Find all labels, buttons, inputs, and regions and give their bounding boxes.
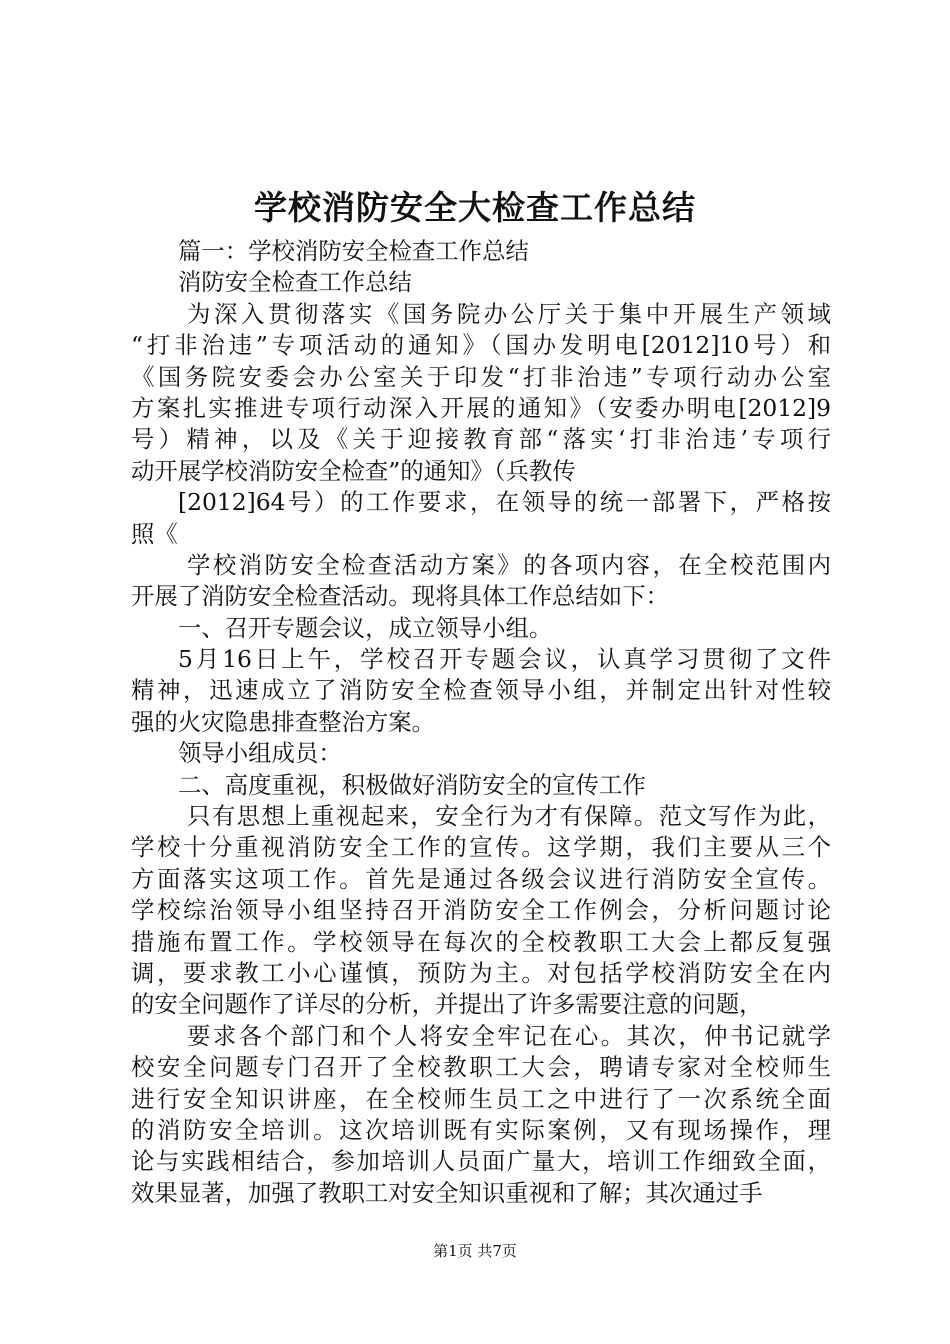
- page-number-footer: 第1页 共7页: [433, 1242, 517, 1260]
- body-line: [2012]64号）的工作要求，在领导的统一部署下，严格按: [178, 488, 831, 517]
- body-line: 篇一：学校消防安全检查工作总结: [178, 237, 529, 265]
- body-line: 进行安全知识讲座，在全校师生员工之中进行了一次系统全面: [131, 1084, 831, 1113]
- body-line: 方面落实这项工作。首先是通过各级会议进行消防安全宣传。: [131, 864, 831, 893]
- body-line: 为深入贯彻落实《国务院办公厅关于集中开展生产领域: [187, 299, 831, 328]
- body-line: 的消防安全培训。这次培训既有实际案例，又有现场操作，理: [131, 1115, 831, 1144]
- body-line: 领导小组成员：: [178, 739, 342, 768]
- document-body: [131, 236, 831, 1209]
- body-line: 二、高度重视，积极做好消防安全的宣传工作: [178, 770, 646, 799]
- body-line: 要求各个部门和个人将安全牢记在心。其次，仲书记就学: [187, 1021, 831, 1050]
- body-line: 开展了消防安全检查活动。现将具体工作总结如下：: [131, 582, 669, 611]
- body-line: 一、召开专题会议，成立领导小组。: [178, 613, 553, 642]
- document-title: 学校消防安全大检查工作总结: [254, 188, 696, 227]
- body-line: “打非治违”专项活动的通知》（国办发明电[2012]10号）和: [131, 331, 831, 360]
- body-line: 措施布置工作。学校领导在每次的全校教职工大会上都反复强: [131, 927, 831, 956]
- body-line: 方案扎实推进专项行动深入开展的通知》（安委办明电[2012]9: [131, 393, 831, 422]
- body-line: 《国务院安委会办公室关于印发“打非治违”专项行动办公室: [131, 362, 831, 391]
- body-line: 精神，迅速成立了消防安全检查领导小组，并制定出针对性较: [131, 676, 831, 705]
- body-line: 校安全问题专门召开了全校教职工大会，聘请专家对全校师生: [131, 1053, 831, 1082]
- body-line: 效果显著，加强了教职工对安全知识重视和了解；其次通过手: [131, 1178, 763, 1207]
- body-line: 号）精神，以及《关于迎接教育部“落实‘打非治违’专项行: [131, 425, 831, 454]
- body-line: 学校消防安全检查活动方案》的各项内容，在全校范围内: [187, 550, 831, 579]
- body-line: 学校综治领导小组坚持召开消防安全工作例会，分析问题讨论: [131, 896, 831, 925]
- body-line: 的安全问题作了详尽的分析，并提出了许多需要注意的问题，: [131, 990, 763, 1019]
- body-line: 强的火灾隐患排查整治方案。: [131, 707, 436, 736]
- body-line: 动开展学校消防安全检查”的通知》（兵教传: [131, 456, 576, 485]
- body-line: 论与实践相结合，参加培训人员面广量大，培训工作细致全面，: [131, 1147, 831, 1176]
- body-line: 学校十分重视消防安全工作的宣传。这学期，我们主要从三个: [131, 833, 831, 862]
- body-line: 调，要求教工小心谨慎，预防为主。对包括学校消防安全在内: [131, 958, 831, 987]
- body-line: 5月16日上午，学校召开专题会议，认真学习贯彻了文件: [178, 645, 831, 674]
- body-line: 消防安全检查工作总结: [178, 268, 412, 297]
- body-line: 照《: [131, 519, 178, 548]
- body-line: 只有思想上重视起来，安全行为才有保障。范文写作为此，: [187, 802, 831, 831]
